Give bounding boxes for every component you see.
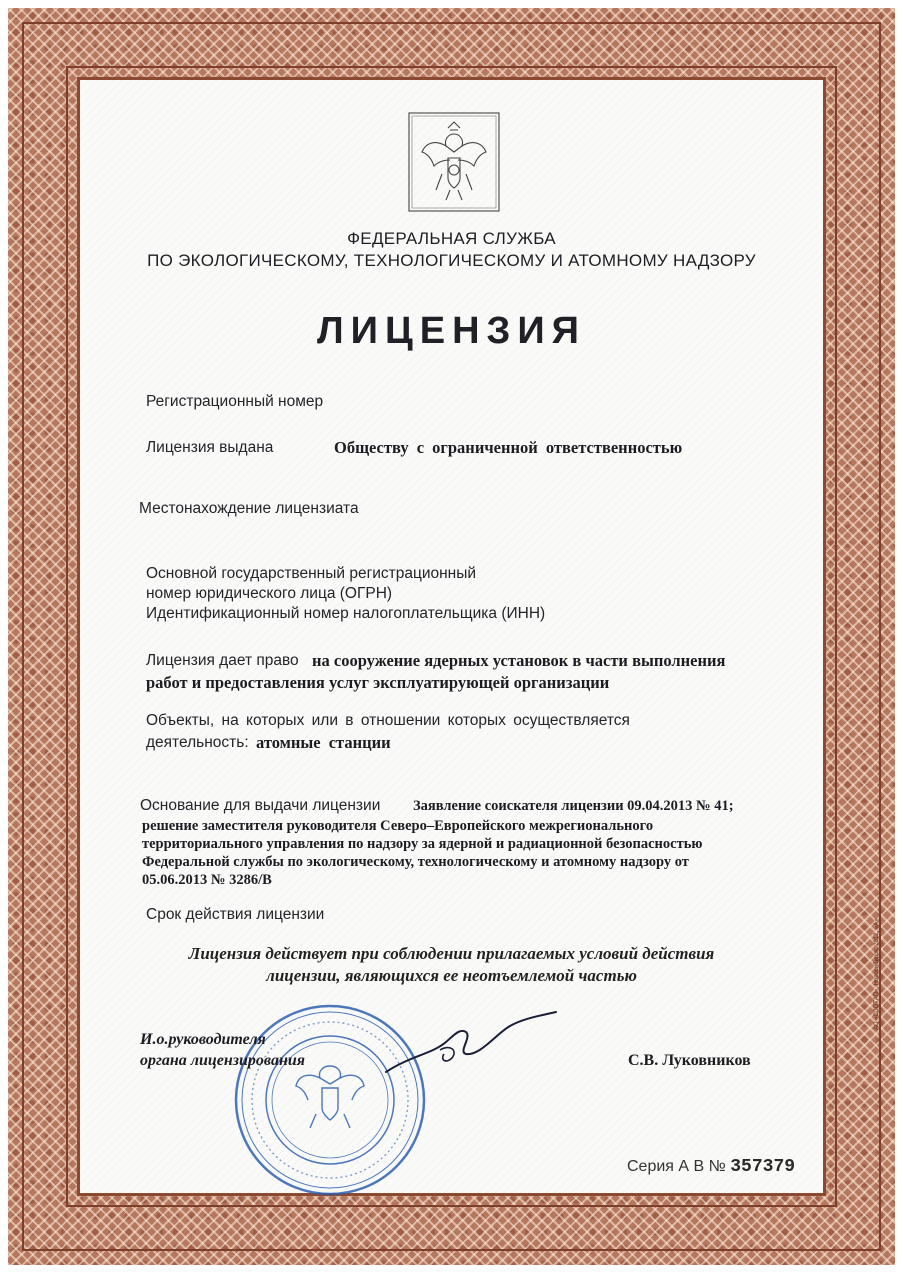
issued-to-label: Лицензия выдана — [146, 439, 274, 456]
basis-value-line3: территориального управления по надзору за ядерной и радиационной безопасностью — [142, 836, 703, 852]
objects-value: атомные станции — [256, 733, 391, 752]
series-number — [627, 1157, 795, 1177]
basis-value-line2: решение заместителя руководителя Северо–Европейского межрегионального — [142, 818, 654, 834]
authority-name-line2: ПО ЭКОЛОГИЧЕСКОМУ, ТЕХНОЛОГИЧЕСКОМУ И АТОМНОМУ НАДЗОРУ — [147, 251, 756, 270]
objects-label-line2: деятельность: — [146, 734, 249, 751]
authority-name-line1: ФЕДЕРАЛЬНАЯ СЛУЖБА — [347, 229, 556, 248]
signatory-role-line1: И.о.руководителя — [140, 1031, 266, 1048]
signatory-role-line2: органа лицензирования — [140, 1052, 305, 1069]
ogrn-label-line1: Основной государственный регистрационный — [146, 565, 477, 582]
series-label: Серия А В № — [627, 1158, 726, 1175]
reg-number-label: Регистрационный номер — [146, 393, 324, 410]
handwritten-signature — [380, 1010, 560, 1080]
basis-label: Основание для выдачи лицензии — [140, 797, 381, 814]
inn-label: Идентификационный номер налогоплательщика (ИНН) — [146, 605, 546, 622]
license-right-value-line2: работ и предоставления услуг эксплуатирующей организации — [146, 673, 610, 692]
signatory-name: С.В. Луковников — [628, 1052, 751, 1069]
coat-of-arms-emblem — [408, 112, 500, 212]
location-label: Местонахождение лицензиата — [139, 500, 359, 517]
term-label: Срок действия лицензии — [146, 906, 325, 923]
ogrn-label-line2: номер юридического лица (ОГРН) — [146, 585, 393, 602]
basis-value-line4: Федеральной службы по экологическому, технологическому и атомному надзору от — [142, 854, 689, 870]
objects-label-line1: Объекты, на которых или в отношении которых осуществляется — [146, 712, 630, 729]
printer-imprint: АО «СЛОТАП», Новосибирск, 2012, «А» — [874, 918, 880, 1030]
basis-value-line5: 05.06.2013 № 3286/В — [142, 872, 272, 888]
series-value: 357379 — [730, 1157, 796, 1177]
license-right-value-line1: на сооружение ядерных установок в части выполнения — [312, 651, 726, 670]
issued-to-value: Обществу с ограниченной ответственностью — [334, 438, 683, 457]
basis-value-line1: Заявление соискателя лицензии 09.04.2013 № 41; — [413, 798, 734, 814]
document-title: ЛИЦЕНЗИЯ — [317, 310, 586, 352]
license-right-label: Лицензия дает право — [146, 652, 299, 669]
conditions-note-line2: лицензии, являющихся ее неотъемлемой частью — [266, 966, 637, 985]
conditions-note-line1: Лицензия действует при соблюдении прилагаемых условий действия — [188, 944, 715, 963]
